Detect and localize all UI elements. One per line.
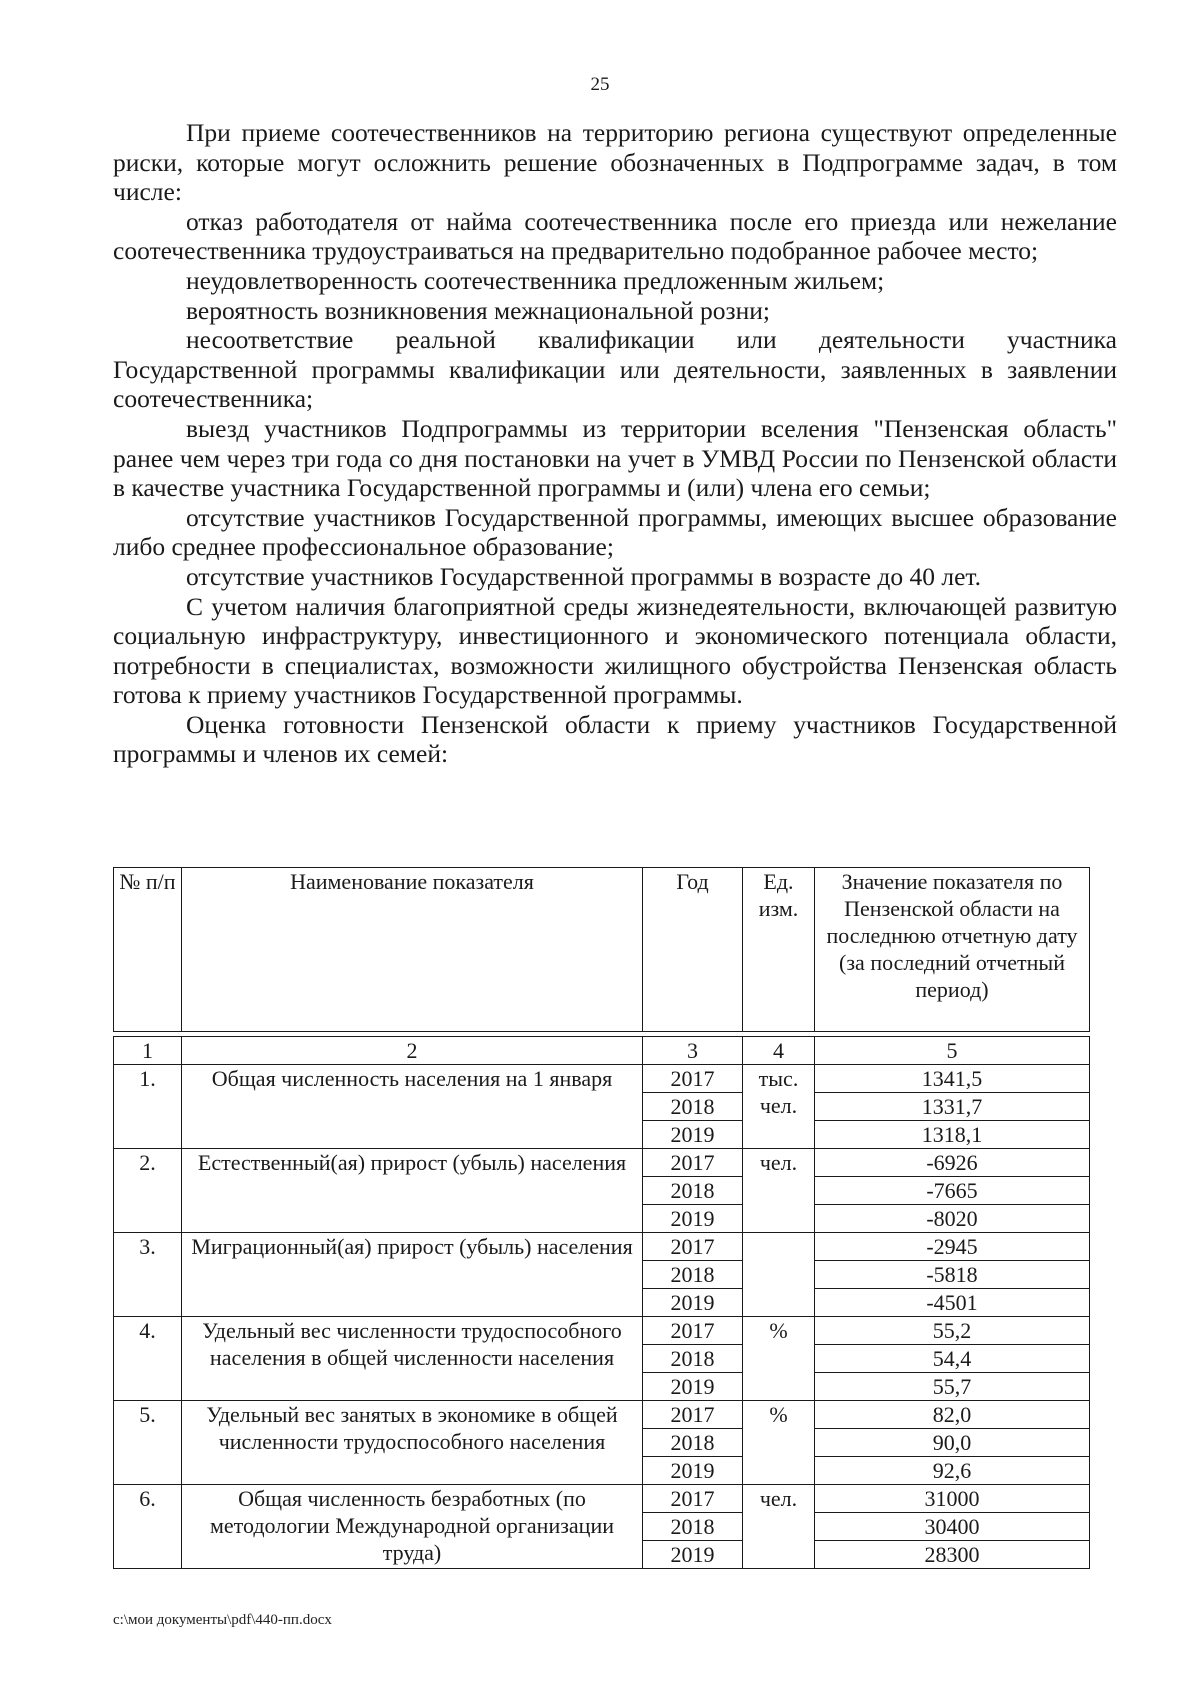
year-cell: 2017	[643, 1065, 743, 1093]
value-cell: 55,2	[815, 1317, 1090, 1345]
value-cell: 82,0	[815, 1401, 1090, 1429]
unit-cell: тыс. чел.	[743, 1065, 815, 1149]
paragraph-risk-ethnic: вероятность возникновения межнациональной розни;	[186, 295, 770, 325]
value-cell: -8020	[815, 1205, 1090, 1233]
paragraph-risk-departure: выезд участников Подпрограммы из территории вселения "Пензенская область" ранее чем через три года со дня постановки на учет в УМВД России по Пензенской области в качестве участника Государственной программы и (или) члена его семьи;	[113, 413, 1117, 503]
indicator-name: Удельный вес занятых в экономике в общей численности трудоспособного населения	[182, 1401, 643, 1485]
table-row	[114, 1485, 1090, 1513]
year-cell: 2018	[643, 1177, 743, 1205]
value-cell: 92,6	[815, 1457, 1090, 1485]
year-cell: 2018	[643, 1345, 743, 1373]
paragraph-risk-employer: отказ работодателя от найма соотечественника после его приезда или нежелание соотечественника трудоустраиваться на предварительно подобранное рабочее место;	[113, 206, 1117, 266]
paragraph-readiness: С учетом наличия благоприятной среды жизнедеятельности, включающей развитую социальную инфраструктуру, инвестиционного и экономического потенциала области, потребности в специалистах, возможности жилищного обустройства Пензенская область готова к приему участников Государственной программы.	[113, 591, 1117, 710]
year-cell: 2017	[643, 1317, 743, 1345]
header-unit: Ед. изм.	[743, 868, 815, 1032]
header-year: Год	[643, 868, 743, 1032]
value-cell: 31000	[815, 1485, 1090, 1513]
header-value: Значение показателя по Пензенской области на последнюю отчетную дату (за последний отчетный период)	[815, 868, 1090, 1032]
column-number: 2	[182, 1037, 643, 1065]
value-cell: 90,0	[815, 1429, 1090, 1457]
paragraph-risks-intro: При приеме соотечественников на территорию региона существуют определенные риски, которые могут осложнить решение обозначенных в Подпрограмме задач, в том числе:	[113, 118, 1117, 207]
value-cell: -5818	[815, 1261, 1090, 1289]
year-cell: 2019	[643, 1205, 743, 1233]
year-cell: 2017	[643, 1485, 743, 1513]
value-cell: 1341,5	[815, 1065, 1090, 1093]
year-cell: 2019	[643, 1121, 743, 1149]
year-cell: 2018	[643, 1513, 743, 1541]
paragraph-risk-housing: неудовлетворенность соотечественника предложенным жильем;	[186, 265, 885, 295]
value-cell: 54,4	[815, 1345, 1090, 1373]
value-cell: 28300	[815, 1541, 1090, 1569]
table-row	[114, 1401, 1090, 1429]
year-cell: 2017	[643, 1149, 743, 1177]
row-number: 6.	[114, 1485, 182, 1569]
table-row	[114, 1233, 1090, 1261]
year-cell: 2017	[643, 1233, 743, 1261]
body-text	[113, 118, 1117, 769]
year-cell: 2019	[643, 1373, 743, 1401]
value-cell: -6926	[815, 1149, 1090, 1177]
unit-cell: чел.	[743, 1149, 815, 1233]
indicator-name: Общая численность безработных (по методологии Международной организации труда)	[182, 1485, 643, 1569]
row-number: 2.	[114, 1149, 182, 1233]
row-number: 4.	[114, 1317, 182, 1401]
column-number: 3	[643, 1037, 743, 1065]
row-number: 1.	[114, 1065, 182, 1149]
table-row	[114, 1149, 1090, 1177]
value-cell: 30400	[815, 1513, 1090, 1541]
paragraph-risk-education: отсутствие участников Государственной программы, имеющих высшее образование либо среднее профессиональное образование;	[113, 502, 1117, 562]
year-cell: 2018	[643, 1429, 743, 1457]
year-cell: 2019	[643, 1289, 743, 1317]
page-number: 25	[590, 74, 610, 95]
value-cell: -7665	[815, 1177, 1090, 1205]
value-cell: 1318,1	[815, 1121, 1090, 1149]
unit-cell: чел.	[743, 1485, 815, 1569]
column-number: 1	[114, 1037, 182, 1065]
indicator-name: Удельный вес численности трудоспособного населения в общей численности населения	[182, 1317, 643, 1401]
value-cell: -4501	[815, 1289, 1090, 1317]
paragraph-risk-age: отсутствие участников Государственной программы в возрасте до 40 лет.	[186, 561, 981, 591]
year-cell: 2019	[643, 1541, 743, 1569]
header-name: Наименование показателя	[182, 868, 643, 1032]
header-num: № п/п	[114, 868, 182, 1032]
table-row	[114, 1065, 1090, 1093]
year-cell: 2018	[643, 1093, 743, 1121]
column-number: 5	[815, 1037, 1090, 1065]
value-cell: -2945	[815, 1233, 1090, 1261]
table-row	[114, 1317, 1090, 1345]
column-number-row	[114, 1037, 1090, 1065]
year-cell: 2018	[643, 1261, 743, 1289]
readiness-table	[113, 867, 1090, 1569]
indicator-name: Миграционный(ая) прирост (убыль) населения	[182, 1233, 643, 1317]
value-cell: 1331,7	[815, 1093, 1090, 1121]
footer-file-path: c:\мои документы\pdf\440-пп.docx	[113, 1612, 332, 1628]
paragraph-assessment-intro: Оценка готовности Пензенской области к приему участников Государственной программы и членов их семей:	[113, 709, 1117, 769]
indicator-name: Общая численность населения на 1 января	[182, 1065, 643, 1149]
column-number: 4	[743, 1037, 815, 1065]
unit-cell: %	[743, 1317, 815, 1401]
row-number: 5.	[114, 1401, 182, 1485]
table-header-row	[114, 868, 1090, 1032]
year-cell: 2017	[643, 1401, 743, 1429]
value-cell: 55,7	[815, 1373, 1090, 1401]
indicator-name: Естественный(ая) прирост (убыль) населения	[182, 1149, 643, 1233]
year-cell: 2019	[643, 1457, 743, 1485]
unit-cell	[743, 1233, 815, 1317]
row-number: 3.	[114, 1233, 182, 1317]
unit-cell: %	[743, 1401, 815, 1485]
paragraph-risk-qualification: несоответствие реальной квалификации или деятельности участника Государственной программы квалификации или деятельности, заявленных в заявлении соотечественника;	[113, 325, 1117, 414]
